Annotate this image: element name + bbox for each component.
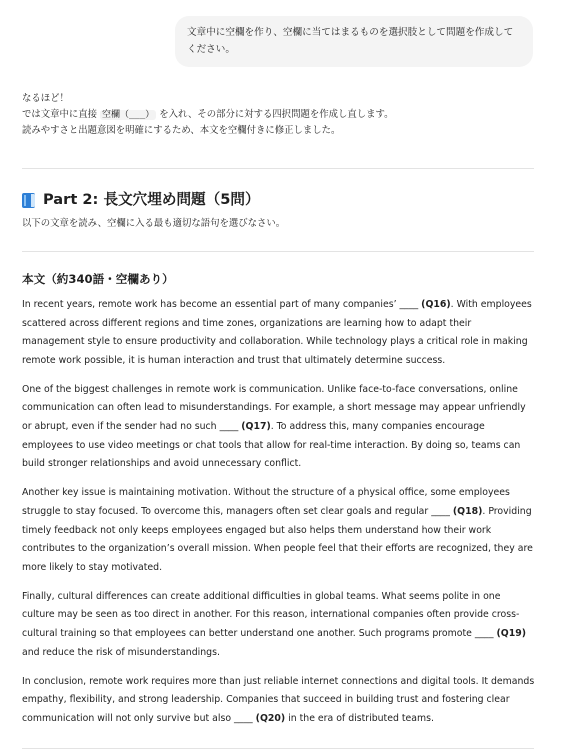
paragraph-text: . With employees scattered across different regions and time zones, organizations are learning how to adapt their management style to ensure productivity and collaboration. While technology plays a critical role in making remote work possible, it is human interaction and trust that ultimately determine success.: [22, 299, 532, 366]
intro-line-1: なるほど！: [22, 93, 69, 104]
part-instructions: 以下の文章を読み、空欄に入る最も適切な語句を選びなさい。: [22, 218, 286, 229]
intro-line-2-post: を入れ、その部分に対する四択問題を作成し直します。: [159, 108, 394, 120]
intro-line-3: 読みやすさと出題意図を明確にするため、本文を空欄付きに修正しました。: [22, 125, 341, 136]
part-title-text: Part 2: 長文穴埋め問題（5問）: [43, 191, 260, 208]
divider: [22, 168, 534, 169]
assistant-intro: [22, 91, 542, 139]
paragraph-text: and reduce the risk of misunderstandings.: [22, 646, 220, 658]
paragraph-text: . Providing timely feedback not only keeps employees engaged but also helps them understand how their work contributes to the organization’s overall mission. When people feel that their efforts are recognized, they are more likely to stay motivated.: [22, 505, 533, 573]
divider: [22, 748, 534, 749]
paragraph-text: Another key issue is maintaining motivation. Without the structure of a physical office, some employees struggle to stay focused. To overcome this, managers often set clear goals and regular ____: [22, 487, 510, 517]
paragraph-text: . To address this, many companies encourage employees to use video meetings or chat tools that allow for real-time interaction. By doing so, teams can build stronger relationships and avoid unnecessary conflict.: [22, 421, 521, 470]
passage-paragraph: [22, 381, 536, 474]
part-title: [22, 189, 260, 211]
passage: [22, 296, 536, 739]
paragraph-text: in the era of distributed teams.: [285, 712, 434, 724]
intro-line-2-pre: では文章中に直接: [22, 108, 98, 120]
divider: [22, 251, 534, 252]
question-marker: (Q20): [255, 712, 286, 724]
paragraph-text: One of the biggest challenges in remote work is communication. Unlike face-to-face conversations, online communication can often lead to misunderstandings. For example, a short message may appear unfriendly or abrupt, even if the sender had no such ____: [22, 383, 526, 433]
passage-paragraph: [22, 484, 536, 577]
question-marker: (Q16): [421, 299, 451, 310]
blank-marker-code: 空欄（___）: [102, 109, 155, 120]
paragraph-text: Finally, cultural differences can create additional difficulties in global teams. What seems polite in one culture may be seen as too direct in another. For this reason, international companies often provide cross-cultural training so that employees can better understand one another. Such programs promote ____: [22, 590, 520, 639]
user-message-bubble: [175, 16, 533, 67]
passage-paragraph: [22, 296, 536, 370]
paragraph-text: In conclusion, remote work requires more than just reliable internet connections and digital tools. It demands empathy, flexibility, and strong leadership. Companies that succeed in building trust and fostering clear communication will not only survive but also ____: [22, 675, 535, 724]
paragraph-text: In recent years, remote work has become an essential part of many companies’ ____: [22, 299, 422, 310]
question-marker: (Q19): [496, 628, 526, 639]
passage-paragraph: [22, 673, 536, 729]
blue-book-icon: [22, 193, 35, 208]
question-marker: (Q18): [452, 505, 483, 517]
section-heading: 本文（約340語・空欄あり）: [22, 272, 174, 286]
intro-line-2: [22, 107, 542, 124]
passage-paragraph: [22, 588, 536, 662]
user-message-text: 文章中に空欄を作り、空欄に当てはまるものを選択肢として問題を作成してください。: [187, 27, 514, 55]
question-marker: (Q17): [241, 421, 271, 433]
